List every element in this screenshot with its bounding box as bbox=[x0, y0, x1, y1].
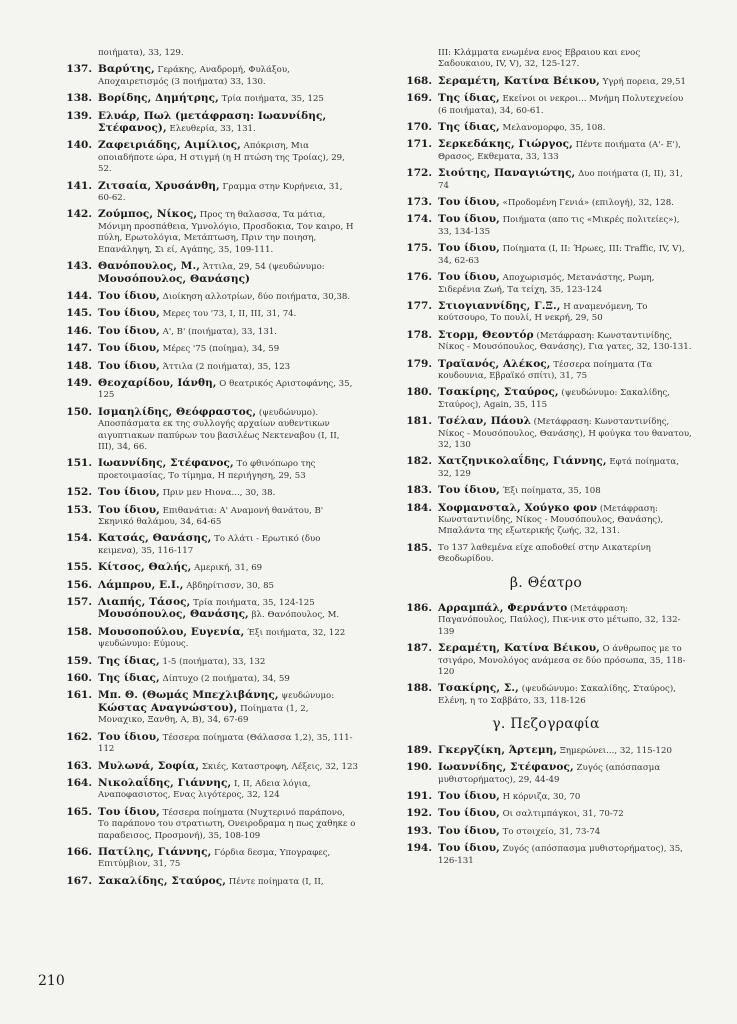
entry-details: Διοίκηση αλλοτρίων, δύο ποιήματα, 30,38. bbox=[162, 291, 351, 302]
index-entry bbox=[398, 139, 694, 163]
entry-details: Έξι ποίηματα, 35, 108 bbox=[502, 486, 601, 497]
entry-details: Έξι ποιήματα, 32, 122 ψευδώνυμο: Εύμους. bbox=[98, 627, 346, 650]
entry-number: 146. bbox=[66, 324, 92, 337]
entry-details: Το φθινόπωρο της προετοιμασίας, Το τίμημα, Η περιήγηση, 29, 53 bbox=[98, 459, 316, 481]
entry-number: 193. bbox=[406, 824, 432, 837]
entry-author: Του ίδιου, bbox=[98, 342, 160, 355]
index-entry bbox=[398, 272, 694, 296]
entry-author: Του ίδιου, bbox=[438, 789, 500, 802]
entry-number: 186. bbox=[406, 602, 432, 615]
index-entry bbox=[398, 745, 694, 757]
entry-author: Ζούμπος, Νίκος, bbox=[98, 208, 198, 221]
continuation-text: III: Κλάμματα ενωμένα ενος Εβραιου και ενος Σαδουκαιου, IV, V), 32, 125-127. bbox=[438, 48, 641, 70]
index-entry bbox=[58, 778, 358, 802]
index-entry bbox=[398, 168, 694, 192]
index-entry bbox=[58, 690, 358, 726]
entry-author-alt: Μουσόπουλος, Θανάσης, bbox=[98, 608, 249, 621]
entry-number: 138. bbox=[66, 92, 92, 105]
index-entry bbox=[58, 876, 358, 888]
index-entry bbox=[398, 808, 694, 820]
entry-details: 1-5 (ποιήματα), 33, 132 bbox=[162, 656, 266, 667]
entry-details: Τέσσερα ποίηματα (Τα κουδουνια, Εβραϊκό σπίτι), 31, 75 bbox=[438, 359, 653, 381]
entry-details: Ζυγός (απόσπασμα μυθιστορήματος), 29, 44-49 bbox=[438, 763, 661, 785]
continuation-text: ποιήματα), 33, 129. bbox=[98, 48, 184, 58]
entry-details: (Μετάφραση: Κωνσταντινίδης, Νίκος - Μουσόπουλος, Θανάσης), Για γατες, 32, 130-131. bbox=[438, 330, 692, 353]
entry-number: 166. bbox=[66, 845, 92, 858]
entry-number: 148. bbox=[66, 359, 92, 372]
entry-details: Μέρες '75 (ποίημα), 34, 59 bbox=[162, 344, 280, 355]
entry-author-alt: Μουσόπουλος, Θανάσης) bbox=[98, 272, 251, 285]
entry-details: I, II, Αδεια λόγια, Αναποφασιστος, Ενας λιγότερος, 32, 124 bbox=[98, 778, 311, 801]
entry-details: Το 137 λαθεμένα είχε αποδοθεί στην Αικατερίνη Θεοδωρίδου. bbox=[438, 542, 651, 565]
entry-number: 159. bbox=[66, 654, 92, 667]
entry-details: Πριν μεν Ηιονα..., 30, 38. bbox=[162, 488, 276, 499]
entry-author: Νικολαΐδης, Γιάννης, bbox=[98, 776, 232, 789]
entry-details: Υγρή πορεια, 29,51 bbox=[602, 76, 686, 87]
entry-author: Του ίδιου, bbox=[438, 242, 500, 255]
index-entry bbox=[58, 505, 358, 529]
entry-details: Δίπτυχο (2 ποιήματα), 34, 59 bbox=[162, 674, 290, 685]
entry-details: Τρία ποιήματα, 35, 125 bbox=[221, 94, 324, 105]
entry-author: Μουσοπούλου, Ευγενία, bbox=[98, 625, 245, 638]
index-entry bbox=[398, 197, 694, 209]
entry-author: Βαρύτης, bbox=[98, 63, 155, 76]
entry-number: 147. bbox=[66, 342, 92, 355]
entry-number: 142. bbox=[66, 208, 92, 221]
entry-number: 150. bbox=[66, 405, 92, 418]
entry-author: Λιαπής, Τάσος, bbox=[98, 596, 191, 609]
entry-author: Χατζηνικολαΐδης, Γιάννης, bbox=[438, 455, 607, 468]
entry-details: Εκείνοι οι νεκροι... Μνήμη Πολυτεχνείου (6 ποιήματα), 34, 60-61. bbox=[438, 94, 684, 116]
entry-number: 176. bbox=[406, 271, 432, 284]
index-entry bbox=[58, 291, 358, 303]
entry-details: Η αναμενόμενη, Το κούτσουρο, Το πουλί, Η νεκρή, 29, 50 bbox=[438, 301, 648, 324]
entry-number: 188. bbox=[406, 682, 432, 695]
entry-number: 137. bbox=[66, 63, 92, 76]
entry-number: 168. bbox=[406, 74, 432, 87]
index-entry bbox=[398, 359, 694, 383]
index-entry bbox=[58, 487, 358, 499]
entry-number: 170. bbox=[406, 121, 432, 134]
index-entry bbox=[398, 456, 694, 480]
index-entry bbox=[58, 597, 358, 622]
entry-author: Τσακίρης, Σταύρος, bbox=[438, 386, 559, 399]
entry-author: Χοφμανσταλ, Χούγκο φον bbox=[438, 501, 598, 514]
entry-details: Δυο ποιήματα (I, II), 31, 74 bbox=[438, 169, 683, 191]
entry-details: ψευδώνυμο: bbox=[281, 691, 335, 702]
entry-number: 194. bbox=[406, 842, 432, 855]
entry-details: (ψευδώνυμο: Σακαλίδης, Σταύρος), Again, 35, 115 bbox=[438, 388, 670, 410]
index-entry bbox=[398, 387, 694, 411]
entry-details: Ποίηματα (I, II: Ήρωες, III: Traffic, IV, V), 34, 62-63 bbox=[438, 244, 685, 266]
entry-number: 172. bbox=[406, 167, 432, 180]
entry-number: 171. bbox=[406, 138, 432, 151]
entry-author: Ισμαηλίδης, Θεόφραστος, bbox=[98, 405, 257, 418]
entry-author: Κατσάς, Θανάσης, bbox=[98, 532, 212, 545]
entry-number: 165. bbox=[66, 805, 92, 818]
entry-details: Σκιές, Καταστροφη, Λέξεις, 32, 123 bbox=[201, 761, 358, 772]
entry-author: Βορίδης, Δημήτρης, bbox=[98, 92, 219, 105]
entry-number: 144. bbox=[66, 289, 92, 302]
index-entry bbox=[58, 308, 358, 320]
entry-author: Κίτσος, Θαλής, bbox=[98, 561, 192, 574]
index-entry bbox=[58, 111, 358, 136]
entry-details: Επιθανάτια: Α' Αναμονή θανάτου, Β' Σκηνικό θαλάμου, 34, 64-65 bbox=[98, 505, 324, 527]
entry-author: Του ίδιου, bbox=[98, 805, 160, 818]
entry-author: Ελυάρ, Πωλ (μετάφραση: Ιωαννίδης, Στέφανος), bbox=[98, 109, 327, 135]
entry-number: 152. bbox=[66, 486, 92, 499]
entry-author: Του ίδιου, bbox=[98, 486, 160, 499]
entry-details: Ελευθερία, 33, 131. bbox=[169, 124, 256, 135]
index-entry bbox=[58, 209, 358, 256]
index-entry bbox=[58, 261, 358, 286]
entry-details: (ψευδώνυμο). Αποσπάσματα εκ της συλλογής αρχαίων αυθεντικων αιγυπτιακων παπύρων του βασιλέως Νεκτεναβου (I, II, III), 34, 66. bbox=[98, 407, 340, 452]
entry-author: Του ίδιου, bbox=[98, 307, 160, 320]
index-entry bbox=[58, 656, 358, 668]
entry-number: 160. bbox=[66, 672, 92, 685]
index-entry bbox=[58, 533, 358, 557]
index-entry bbox=[398, 122, 694, 134]
entry-number: 156. bbox=[66, 578, 92, 591]
entry-author: Σερκεδάκης, Γιώργος, bbox=[438, 138, 573, 151]
entry-number: 189. bbox=[406, 743, 432, 756]
entry-author: Του ίδιου, bbox=[98, 324, 160, 337]
right-column bbox=[398, 48, 694, 872]
entry-number: 161. bbox=[66, 689, 92, 702]
entry-number: 141. bbox=[66, 179, 92, 192]
entry-author: Του ίδιου, bbox=[438, 824, 500, 837]
entry-details: Οι σαλτιμπάγκοι, 31, 70-72 bbox=[502, 809, 624, 820]
entry-author: Ζιτσαία, Χρυσάνθη, bbox=[98, 179, 220, 192]
index-entry bbox=[398, 503, 694, 538]
entry-details: Πέντε ποίηματα (I, II, bbox=[228, 876, 324, 887]
entry-author: Τραϊανός, Αλέκος, bbox=[438, 357, 551, 370]
index-entry bbox=[58, 361, 358, 373]
entry-author: Της ίδιας, bbox=[438, 92, 500, 105]
entry-details: Ξημερώνει..., 32, 115-120 bbox=[559, 745, 672, 756]
entry-number: 149. bbox=[66, 376, 92, 389]
entry-details: Η κόρνιζα, 30, 70 bbox=[502, 791, 581, 802]
entry-number: 181. bbox=[406, 415, 432, 428]
entry-details: Α', Β' (ποιήματα), 33, 131. bbox=[162, 326, 278, 337]
entry-details: Γόρδια δεσμα, Υπογραφες, Επιτύμβιον, 31, 75 bbox=[98, 847, 331, 870]
entry-number: 184. bbox=[406, 501, 432, 514]
entry-details-alt: Ποίηματα (1, 2, Μοναχικο, Ξανθη, Α, Β), 34, 67-69 bbox=[98, 703, 309, 726]
entry-number: 190. bbox=[406, 761, 432, 774]
index-entry bbox=[398, 416, 694, 451]
entry-number: 192. bbox=[406, 807, 432, 820]
entry-author: Ζαφειριάδης, Αιμίλιος, bbox=[98, 139, 241, 152]
entry-author: Της ίδιας, bbox=[98, 654, 160, 667]
index-entry bbox=[58, 807, 358, 842]
entry-author-alt: Κώστας Αναγνώστου), bbox=[98, 701, 238, 714]
entry-author: Ιωαννίδης, Στέφανος, bbox=[438, 761, 574, 774]
index-entry bbox=[398, 543, 694, 566]
entry-details: Μελανομορφο, 35, 108. bbox=[502, 123, 606, 134]
index-entry bbox=[398, 243, 694, 267]
entry-details: «Προδομένη Γενιά» (επιλογή), 32, 128. bbox=[502, 198, 674, 209]
index-entry bbox=[398, 826, 694, 838]
index-entry bbox=[398, 683, 694, 707]
entry-number: 143. bbox=[66, 260, 92, 273]
entry-details: Τέσσερα ποίηματα (Θάλασσα 1,2), 35, 111-112 bbox=[98, 732, 353, 755]
entry-number: 162. bbox=[66, 730, 92, 743]
entry-number: 163. bbox=[66, 759, 92, 772]
entry-number: 183. bbox=[406, 484, 432, 497]
entry-details-alt: βλ. Θανόπουλος, Μ. bbox=[251, 610, 340, 621]
entry-number: 151. bbox=[66, 457, 92, 470]
index-entry bbox=[398, 301, 694, 325]
entry-author: Του ίδιου, bbox=[98, 503, 160, 516]
entry-number: 139. bbox=[66, 109, 92, 122]
entry-details: Ο άνθρωπος με το τσιγάρο, Μονολόγος ανάμεσα σε δύο πρόσωπα, 35, 118-120 bbox=[438, 644, 686, 678]
entry-author: Του ίδιου, bbox=[438, 484, 500, 497]
index-entry bbox=[398, 791, 694, 803]
entry-details: Τρία ποιήματα, 35, 124-125 bbox=[193, 598, 315, 609]
entry-author: Πατίλης, Γιάννης, bbox=[98, 845, 212, 858]
entry-author: Θανόπουλος, Μ., bbox=[98, 260, 200, 273]
index-entry bbox=[58, 761, 358, 773]
entry-author: Του ίδιου, bbox=[438, 213, 500, 226]
entry-details: Το Αλάτι - Ερωτικό (δυο κειμενα), 35, 116-117 bbox=[98, 534, 321, 556]
entry-number: 173. bbox=[406, 196, 432, 209]
index-entry bbox=[398, 843, 694, 867]
prose-entry-list bbox=[398, 745, 694, 867]
index-entry bbox=[58, 732, 358, 756]
entry-author: Αρραμπάλ, Φερνάντο bbox=[438, 602, 568, 615]
index-entry bbox=[58, 93, 358, 105]
entry-details: Αποχωρισμός, Μετανάστης, Ρωμη, Σιδερένια Ζωή, Τα τείχη, 35, 123-124 bbox=[438, 273, 655, 295]
left-column bbox=[58, 48, 358, 893]
index-entry bbox=[58, 181, 358, 205]
entry-number: 174. bbox=[406, 213, 432, 226]
entry-number: 155. bbox=[66, 561, 92, 574]
entry-number: 164. bbox=[66, 776, 92, 789]
theatre-entry-list bbox=[398, 603, 694, 707]
index-entry bbox=[58, 343, 358, 355]
entry-author: Στορμ, Θεοντόρ bbox=[438, 328, 534, 341]
entry-author: Του ίδιου, bbox=[438, 842, 500, 855]
entry-author: Του ίδιου, bbox=[98, 289, 160, 302]
entry-author: Σεραμέτη, Κατίνα Βέικου, bbox=[438, 642, 600, 655]
index-entry bbox=[58, 140, 358, 175]
index-entry bbox=[58, 326, 358, 338]
index-entry bbox=[58, 562, 358, 574]
entry-author: Τσέλαν, Πάουλ bbox=[438, 415, 531, 428]
entry-number: 175. bbox=[406, 242, 432, 255]
entry-number: 185. bbox=[406, 541, 432, 554]
entry-details: Απόκριση, Μια οποιαδήποτε ώρα, Η στιγμή (η Η πτώση της Τροίας), 29, 52. bbox=[98, 141, 345, 175]
entry-details: (Μετάφραση: Κωνσταντινίδης, Νίκος - Μουσόπουλος, Θανάσης), Μπαλάντα της εξωτερικής ζωής, 32, 131. bbox=[438, 503, 664, 537]
index-entry bbox=[398, 330, 694, 354]
entry-number: 177. bbox=[406, 299, 432, 312]
index-entry bbox=[398, 643, 694, 678]
entry-number: 187. bbox=[406, 642, 432, 655]
index-entry bbox=[398, 76, 694, 88]
entry-author: Μυλωνά, Σοφία, bbox=[98, 759, 200, 772]
entry-details: Ο θεατρικός Αριστοφάνης, 35, 125 bbox=[98, 378, 353, 401]
entry-number: 169. bbox=[406, 92, 432, 105]
entry-number: 145. bbox=[66, 307, 92, 320]
entry-details: (Μετάφραση: Κωνσταντινίδης, Νίκος - Μουσόπουλος, Θανάσης), Η φούγκα του θανατου, 32, 130 bbox=[438, 417, 692, 450]
entry-author: Του ίδιου, bbox=[438, 807, 500, 820]
entry-details: (ψευδώνυμο: Σακαλίδης, Σταύρος), Ελένη, η το Σαββάτο, 33, 118-126 bbox=[438, 684, 676, 706]
index-entry bbox=[58, 378, 358, 402]
entry-author: Της ίδιας, bbox=[98, 672, 160, 685]
entry-details: Αμερική, 31, 69 bbox=[194, 563, 263, 574]
entry-author: Του ίδιου, bbox=[438, 196, 500, 209]
entry-author: Λάμπρου, Ε.Ι., bbox=[98, 578, 184, 591]
entry-details: Μερες του '73, I, II, III, 31, 74. bbox=[162, 309, 297, 320]
entry-details: Εφτά ποίηματα, 32, 129 bbox=[438, 457, 679, 479]
section-heading-prose: γ. Πεζογραφία bbox=[492, 716, 600, 733]
entry-details: Άττιλα, 29, 54 (ψευδώνυμο: bbox=[202, 262, 325, 273]
index-entry bbox=[398, 603, 694, 638]
entry-author: Του ίδιου, bbox=[98, 730, 160, 743]
entry-author: Του ίδιου, bbox=[98, 359, 160, 372]
entry-details: Τέσσερα ποίηματα (Νυχτερινό παράπονο, Το παράπονο του στρατιωτη, Ονειροδραμα η πως χαθηκε ο παραδεισος, Προσμονή), 35, 108-109 bbox=[98, 807, 356, 841]
index-entry bbox=[58, 407, 358, 454]
entry-author: Γκεργζίκη, Άρτεμη, bbox=[438, 743, 558, 756]
index-entry bbox=[58, 673, 358, 685]
entry-details: (Μετάφραση: Παγανόπουλος, Παύλος), Πικ-νικ στο μέτωπο, 32, 132-139 bbox=[438, 604, 681, 637]
entry-author: Του ίδιου, bbox=[438, 271, 500, 284]
index-entry bbox=[398, 93, 694, 117]
entry-author: Μπ. Θ. (Θωμάς Μπεχλιβάνης, bbox=[98, 689, 279, 702]
entry-author: Σακαλίδης, Σταύρος, bbox=[98, 874, 227, 887]
index-entry bbox=[58, 847, 358, 871]
section-heading-theatre: β. Θέατρο bbox=[509, 574, 583, 591]
entry-details: Αβδηρίτισσν, 30, 85 bbox=[186, 580, 274, 591]
index-entry bbox=[58, 64, 358, 88]
entry-number: 179. bbox=[406, 357, 432, 370]
entry-number: 154. bbox=[66, 532, 92, 545]
index-entry bbox=[58, 458, 358, 482]
entry-number: 180. bbox=[406, 386, 432, 399]
entry-number: 158. bbox=[66, 625, 92, 638]
entry-number: 153. bbox=[66, 503, 92, 516]
index-entry bbox=[398, 214, 694, 238]
entry-details: Άττιλα (2 ποιήματα), 35, 123 bbox=[162, 361, 291, 372]
page-number: 210 bbox=[38, 973, 65, 989]
entry-author: Θεοχαρίδου, Ιάνθη, bbox=[98, 376, 217, 389]
index-entry bbox=[398, 762, 694, 786]
index-entry bbox=[58, 627, 358, 651]
entry-number: 167. bbox=[66, 874, 92, 887]
entry-number: 157. bbox=[66, 596, 92, 609]
entry-author: Σιούτης, Παναγιώτης, bbox=[438, 167, 576, 180]
entry-details: Γραμμα στην Κυρήνεια, 31, 60-62. bbox=[98, 181, 343, 204]
entry-details: Ζυγός (απόσπασμα μυθιστορήματος), 35, 126-131 bbox=[438, 844, 683, 866]
entry-number: 140. bbox=[66, 139, 92, 152]
entry-author: Στιογιαννίδης, Γ.Ξ., bbox=[438, 299, 561, 312]
entry-author: Ιωαννίδης, Στέφανος, bbox=[98, 457, 234, 470]
entry-number: 178. bbox=[406, 328, 432, 341]
entry-details: Πέντε ποιήματα (Α'- Ε'), Θρασος, Εκθεματα, 33, 133 bbox=[438, 140, 681, 162]
entry-author: Σεραμέτη, Κατίνα Βέικου, bbox=[438, 74, 600, 87]
entry-author: Τσακίρης, Σ., bbox=[438, 682, 519, 695]
entry-details: Προς τη θαλασσα, Τα μάτια, Μόνιμη προσπάθεια, Υμνολόγιο, Προσδοκια, Τον καιρο, Η πύλη, Ερωτολόγια, Μετάπτωση, Πριν την ποιηση, Επανάληψη, Σι εί, Αγάπης, 35, 109-111. bbox=[98, 210, 354, 255]
entry-number: 182. bbox=[406, 455, 432, 468]
entry-details: Γεράκης, Αναδρομή, Φυλάξου, Αποχαιρετισμός (3 ποιήματα) 33, 130. bbox=[98, 65, 290, 87]
index-entry bbox=[58, 580, 358, 592]
entry-details: Το στοιχείο, 31, 73-74 bbox=[502, 826, 601, 837]
index-entry bbox=[398, 485, 694, 497]
entry-author: Της ίδιας, bbox=[438, 121, 500, 134]
entry-number: 191. bbox=[406, 789, 432, 802]
left-entry-list bbox=[58, 64, 358, 888]
entry-details: Ποιήματα (απο τις «Μικρές πολιτείες»), 33, 134-135 bbox=[438, 215, 680, 237]
right-entry-list bbox=[398, 76, 694, 566]
